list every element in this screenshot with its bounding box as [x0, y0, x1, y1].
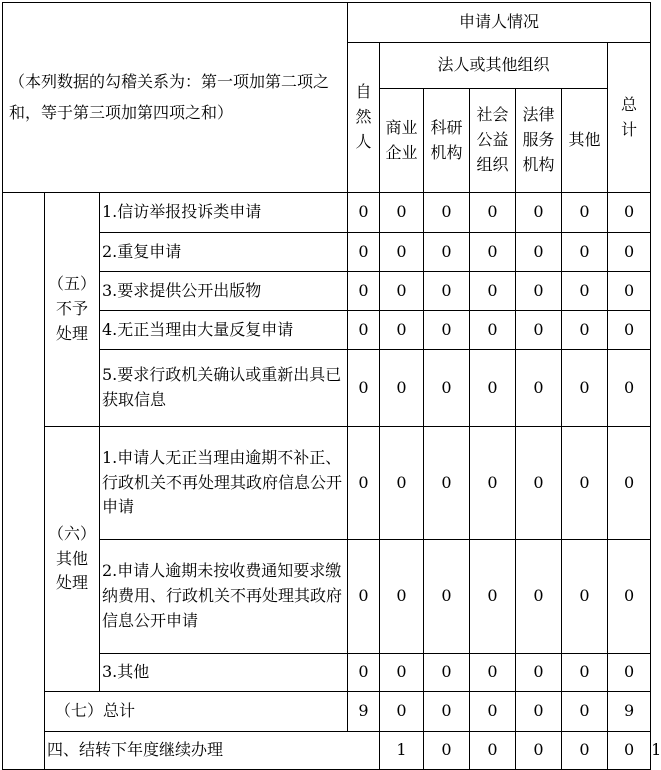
section6-label: （六） 其他 处理 — [45, 427, 100, 692]
table-row: 5.要求行政机关确认或重新出具已获取信息 0 0 0 0 0 0 0 — [3, 350, 651, 427]
row-label: 2.申请人逾期未按收费通知要求缴纳费用、行政机关不再处理其政府信息公开申请 — [100, 540, 348, 654]
row-label: 3.其他 — [100, 654, 348, 692]
col-social-welfare: 社会 公益 组织 — [470, 89, 516, 193]
row-label: 1.信访举报投诉类申请 — [100, 193, 348, 233]
carry-over-label: 四、结转下年度继续办理 — [45, 732, 380, 770]
row-label: 1.申请人无正当理由逾期不补正、行政机关不再处理其政府信息公开申请 — [100, 427, 348, 540]
table-row: 3.要求提供公开出版物 0 0 0 0 0 0 0 — [3, 272, 651, 311]
row-label: 2.重复申请 — [100, 233, 348, 272]
header-note-cell — [3, 3, 348, 193]
total-label: （七）总计 — [45, 692, 348, 732]
row-label: 3.要求提供公开出版物 — [100, 272, 348, 311]
row-label: 5.要求行政机关确认或重新出具已获取信息 — [100, 350, 348, 427]
statistics-table — [2, 2, 661, 770]
table-row: （五） 不予 处理 1.信访举报投诉类申请 0 0 0 0 0 0 0 — [3, 193, 651, 233]
header-row-1 — [3, 3, 651, 43]
col-total: 总 计 — [608, 43, 651, 193]
table-row-total: （七）总计 9 0 0 0 0 0 9 — [3, 692, 651, 732]
col-business: 商业 企业 — [380, 89, 424, 193]
col-natural-person: 自 然 人 — [348, 43, 380, 193]
section5-label: （五） 不予 处理 — [45, 193, 100, 427]
outer-blank-cell — [3, 193, 45, 770]
row-label: 4.无正当理由大量反复申请 — [100, 311, 348, 350]
table-row: 2.重复申请 0 0 0 0 0 0 0 — [3, 233, 651, 272]
table-row: （六） 其他 处理 1.申请人无正当理由逾期不补正、行政机关不再处理其政府信息公开申请 0 0 0 0 0 0 0 — [3, 427, 651, 540]
table-row: 4.无正当理由大量反复申请 0 0 0 0 0 0 0 — [3, 311, 651, 350]
table-row: 2.申请人逾期未按收费通知要求缴纳费用、行政机关不再处理其政府信息公开申请 0 0 0 0 0 0 0 — [3, 540, 651, 654]
legal-group-header: 法人或其他组织 — [380, 43, 608, 89]
header-note: （本列数据的勾稽关系为：第一项加第二项之和，等于第三项加第四项之和） — [9, 72, 330, 122]
col-other: 其他 — [562, 89, 608, 193]
col-legal-service: 法律 服务 机构 — [516, 89, 562, 193]
table-row-carry-over: 四、结转下年度继续办理 1 0 0 0 0 0 1 — [3, 732, 651, 770]
applicant-group-header: 申请人情况 — [348, 3, 651, 43]
col-research: 科研 机构 — [424, 89, 470, 193]
table-row: 3.其他 0 0 0 0 0 0 0 — [3, 654, 651, 692]
